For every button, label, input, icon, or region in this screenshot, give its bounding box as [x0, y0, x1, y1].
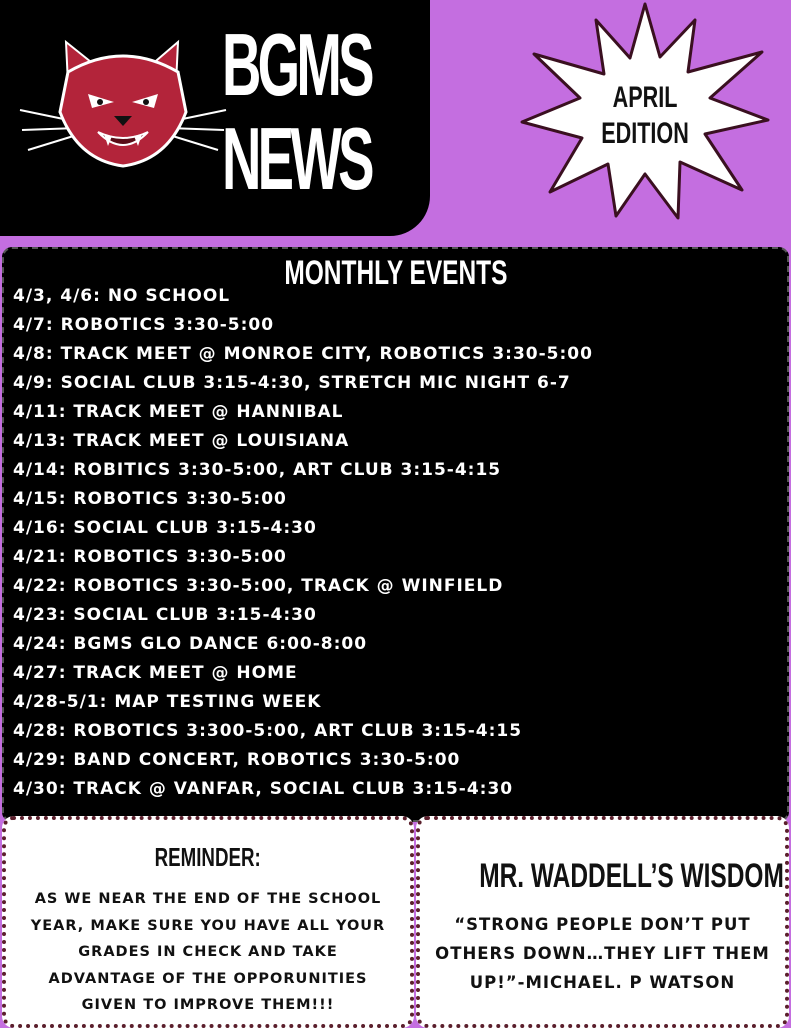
wisdom-quote: “STRONG PEOPLE DON’T PUT OTHERS DOWN…THEY LIFT THEM UP!”-MICHAEL. P WATSON [435, 915, 770, 992]
event-item: 4/14: ROBITICS 3:30-5:00, ART CLUB 3:15-4:15 [13, 460, 502, 480]
title-line-2: NEWS [222, 109, 371, 208]
event-item: 4/27: TRACK MEET @ HOME [13, 663, 298, 683]
event-item: 4/22: ROBOTICS 3:30-5:00, TRACK @ WINFIELD [13, 576, 504, 596]
event-item: 4/28: ROBOTICS 3:300-5:00, ART CLUB 3:15-4:15 [13, 721, 523, 741]
wisdom-card [416, 816, 789, 1028]
reminder-heading [6, 842, 410, 872]
event-item: 4/8: TRACK MEET @ MONROE CITY, ROBOTICS 3:30-5:00 [13, 344, 593, 364]
edition-month: APRIL [612, 81, 678, 114]
wisdom-heading [420, 856, 785, 896]
event-item: 4/3, 4/6: NO SCHOOL [13, 286, 231, 306]
edition-label: EDITION [601, 117, 689, 150]
event-item: 4/15: ROBOTICS 3:30-5:00 [13, 489, 287, 509]
newsletter-title [222, 15, 371, 208]
wildcat-mascot-icon [18, 32, 228, 172]
reminder-body: AS WE NEAR THE END OF THE SCHOOL YEAR, MAKE SURE YOU HAVE ALL YOUR GRADES IN CHECK AND TAKE ADVANTAGE OF THE OPPORUNITIES GIVEN TO IMPROVE THEM!!! [30, 891, 386, 1013]
event-item: 4/29: BAND CONCERT, ROBOTICS 3:30-5:00 [13, 750, 461, 770]
event-item: 4/9: SOCIAL CLUB 3:15-4:30, STRETCH MIC NIGHT 6-7 [13, 373, 571, 393]
events-title-text: MONTHLY EVENTS [283, 254, 508, 292]
event-item: 4/24: BGMS GLO DANCE 6:00-8:00 [13, 634, 368, 654]
events-list [13, 282, 593, 804]
reminder-heading-text: REMINDER: [154, 842, 262, 872]
event-item: 4/23: SOCIAL CLUB 3:15-4:30 [13, 605, 317, 625]
wisdom-heading-text: MR. WADDELL’S WISDOM [479, 857, 784, 895]
event-item: 4/11: TRACK MEET @ HANNIBAL [13, 402, 344, 422]
event-item: 4/28-5/1: MAP TESTING WEEK [13, 692, 322, 712]
event-item: 4/30: TRACK @ VANFAR, SOCIAL CLUB 3:15-4:30 [13, 779, 514, 799]
edition-badge-text [570, 80, 720, 152]
event-item: 4/16: SOCIAL CLUB 3:15-4:30 [13, 518, 317, 538]
event-item: 4/7: ROBOTICS 3:30-5:00 [13, 315, 275, 335]
event-item: 4/13: TRACK MEET @ LOUISIANA [13, 431, 350, 451]
reminder-card [2, 816, 414, 1028]
event-item: 4/21: ROBOTICS 3:30-5:00 [13, 547, 287, 567]
title-line-1: BGMS [222, 15, 371, 114]
